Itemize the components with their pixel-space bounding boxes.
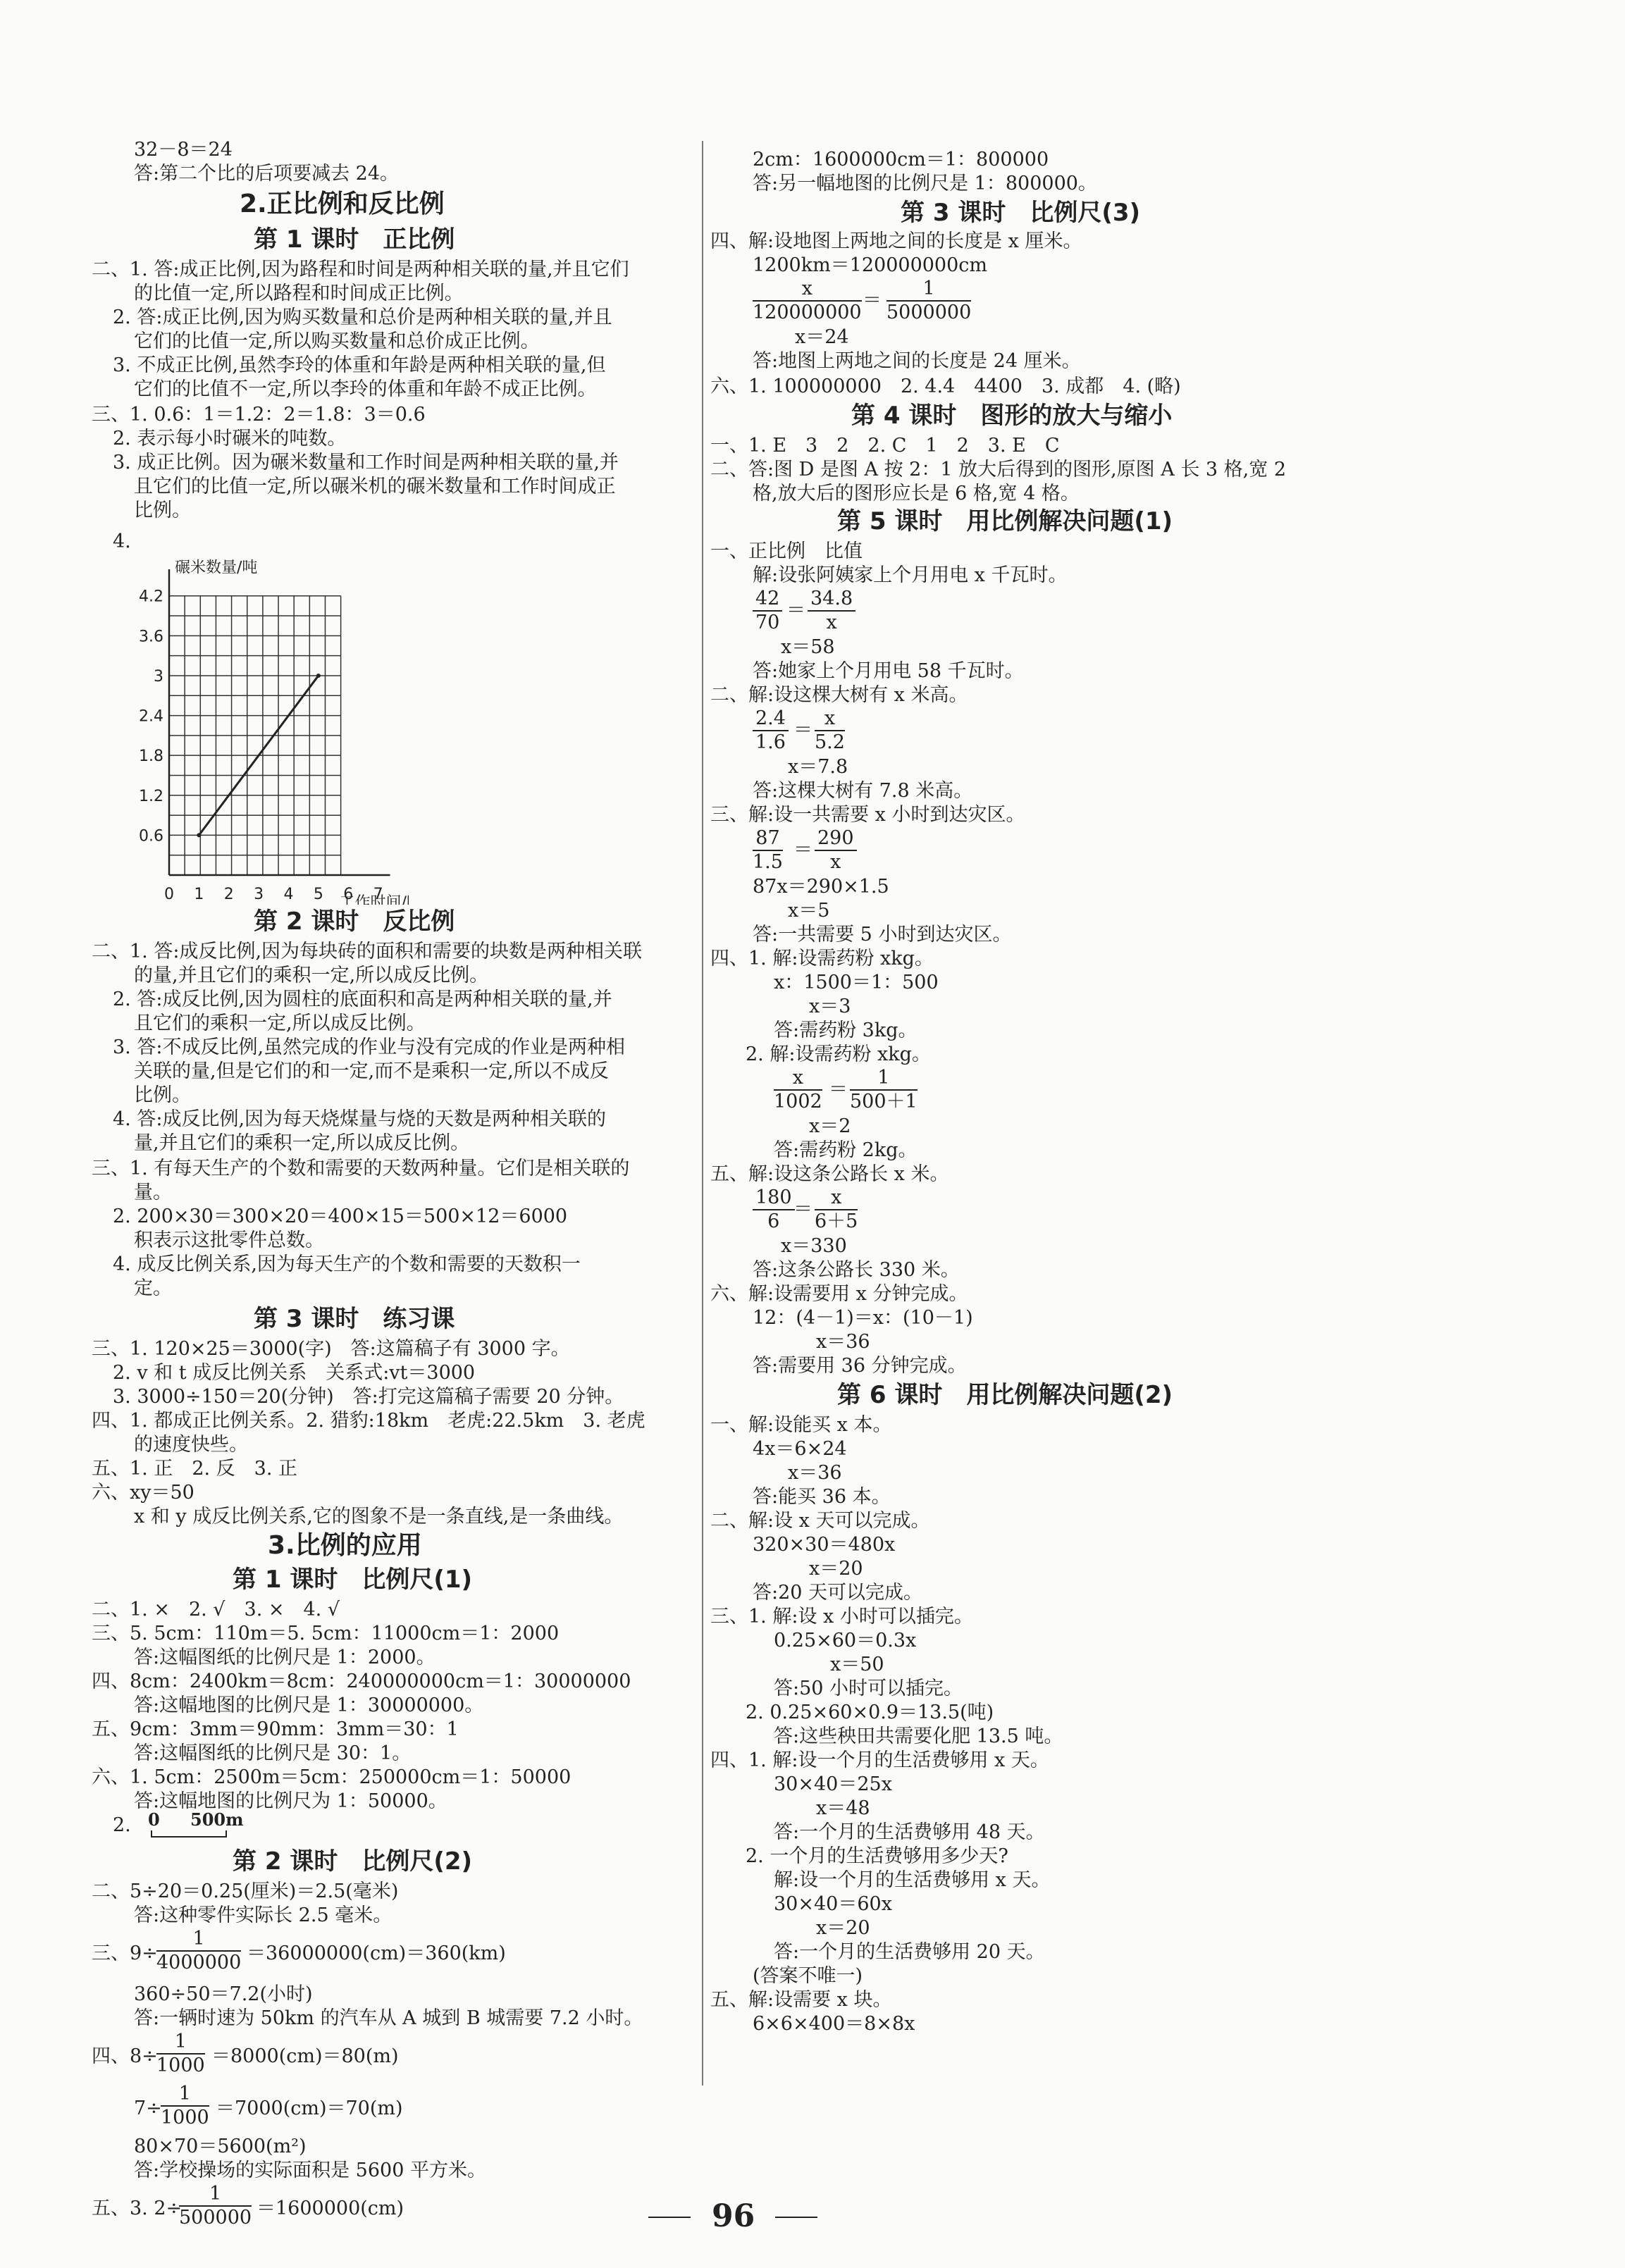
text-line: 三、1. 有每天生产的个数和需要的天数两种量。它们是相关联的 (92, 1158, 630, 1179)
column-divider (702, 141, 703, 2086)
page-number-dash-right (775, 2217, 817, 2218)
equals-sign: ＝ (793, 719, 812, 741)
y-axis-label: 碾米数量/吨 (175, 559, 258, 577)
section-heading: 3.比例的应用 (268, 1531, 422, 1560)
text-line: x 和 y 成反比例关系,它的图象不是一条直线,是一条曲线。 (134, 1506, 624, 1528)
text-line: 32－8＝24 (134, 139, 233, 161)
text-line: 六、1. 5cm：2500m＝5cm：250000cm＝1：50000 (92, 1766, 571, 1788)
text-line: 五、1. 正 2. 反 3. 正 (92, 1458, 298, 1480)
text-line: 六、1. 100000000 2. 4.4 4400 3. 成都 4. (略) (710, 376, 1181, 397)
text-line: 三、解:设一共需要 x 小时到达灾区。 (710, 804, 1025, 826)
text-line: 答:学校操场的实际面积是 5600 平方米。 (134, 2159, 486, 2181)
text-line: 答:这幅地图的比例尺是 1：30000000。 (134, 1694, 484, 1716)
fraction-denominator: x (830, 851, 841, 873)
fraction-numerator: x (753, 278, 862, 302)
fraction-denominator: 1000 (156, 2055, 205, 2076)
fraction-numerator: x (815, 1186, 858, 1210)
fraction-denominator: 500＋1 (850, 1091, 917, 1113)
text-line: 2. 答:成正比例,因为购买数量和总价是两种相关联的量,并且 (113, 306, 612, 328)
text-line: 6×6×400＝8×8x (753, 2013, 915, 2035)
text-line: 答:地图上两地之间的长度是 24 厘米。 (753, 350, 1081, 372)
text-line: 六、xy＝50 (92, 1482, 194, 1504)
lesson-heading: 第 3 课时 练习课 (254, 1305, 455, 1333)
x-tick-label: 4 (283, 886, 294, 903)
fraction-numerator: 34.8 (808, 588, 855, 612)
equals-sign: ＝ (793, 839, 812, 861)
lesson-heading: 第 2 课时 比例尺(2) (233, 1847, 473, 1876)
y-tick-label: 1.8 (139, 748, 163, 766)
scale-bar (148, 1809, 289, 1838)
text-line: 三、9÷ (92, 1942, 158, 1964)
text-line: 的比值一定,所以路程和时间成正比例。 (134, 283, 464, 304)
text-line: 4x＝6×24 (753, 1438, 847, 1460)
fraction-denominator: 1000 (161, 2107, 209, 2128)
fraction-denominator: 5.2 (815, 731, 845, 753)
y-tick-label: 1.2 (139, 787, 163, 805)
fraction (161, 2083, 209, 2129)
fraction-denominator: 500000 (179, 2207, 252, 2229)
text-line: 12：(4－1)＝x：(10－1) (753, 1307, 973, 1329)
y-tick-label: 3 (154, 667, 163, 686)
text-line: 87x＝290×1.5 (753, 876, 889, 898)
fraction-denominator: x (826, 612, 837, 633)
fraction (815, 707, 845, 754)
text-line: 答:一共需要 5 小时到达灾区。 (753, 924, 1012, 946)
x-tick-label: 3 (254, 886, 264, 903)
text-line: x＝5 (788, 900, 830, 922)
text-line: 360÷50＝7.2(小时) (134, 1983, 313, 2005)
text-line: 30×40＝25x (774, 1773, 892, 1795)
text-line: 二、答:图 D 是图 A 按 2：1 放大后得到的图形,原图 A 长 3 格,宽 2 (710, 459, 1287, 481)
data-point (316, 674, 321, 678)
text-line: 解:设张阿姨家上个月用电 x 千瓦时。 (753, 564, 1068, 586)
fraction-numerator: 1 (886, 278, 971, 302)
fraction (774, 1067, 822, 1113)
fraction (850, 1067, 917, 1113)
fraction-denominator: 5000000 (886, 302, 972, 323)
data-point (197, 833, 201, 837)
text-line: 二、1. × 2. √ 3. × 4. √ (92, 1599, 340, 1621)
text-line: 二、解:设这棵大树有 x 米高。 (710, 684, 968, 706)
text-line: 答:第二个比的后项要减去 24。 (134, 163, 400, 185)
text-line: 2. 答:成反比例,因为圆柱的底面积和高是两种相关联的量,并 (113, 989, 612, 1010)
fraction-numerator: x (774, 1067, 822, 1091)
text-line: x＝20 (816, 1917, 870, 1939)
fraction-numerator: 2.4 (753, 707, 789, 731)
text-line: 答:这棵大树有 7.8 米高。 (753, 780, 973, 802)
scale-length-label: 500m (190, 1809, 244, 1830)
text-line: 80×70＝5600(m²) (134, 2136, 307, 2157)
fraction (156, 1928, 241, 1974)
text-line: 四、8÷ (92, 2045, 158, 2067)
text-line: 三、1. 120×25＝3000(字) 答:这篇稿子有 3000 字。 (92, 1338, 570, 1360)
text-line: 答:这些秧田共需要化肥 13.5 吨。 (774, 1725, 1063, 1747)
text-line: x＝2 (809, 1115, 851, 1137)
equals-sign: ＝ (793, 1198, 812, 1220)
text-line: 答:能买 36 本。 (753, 1486, 891, 1508)
text-line: 三、5. 5cm：110m＝5. 5cm：11000cm＝1：2000 (92, 1623, 560, 1644)
text-line: 且它们的比值一定,所以碾米机的碾米数量和工作时间成正 (134, 476, 616, 497)
text-line: 比例。 (134, 1084, 191, 1106)
fraction (815, 827, 857, 874)
y-tick-label: 4.2 (139, 588, 163, 606)
lesson-heading: 第 1 课时 比例尺(1) (233, 1566, 473, 1594)
fraction (753, 588, 782, 634)
text-line: 答:这幅图纸的比例尺是 1：2000。 (134, 1647, 435, 1668)
section-heading: 2.正比例和反比例 (240, 190, 445, 218)
text-line: 定。 (134, 1277, 172, 1299)
text-line: 2. (113, 1814, 131, 1836)
text-line: ＝1600000(cm) (257, 2198, 404, 2219)
text-line: 答:这幅图纸的比例尺是 30：1。 (134, 1742, 412, 1764)
fraction-numerator: 42 (753, 588, 782, 612)
text-line: 7÷ (134, 2097, 162, 2119)
fraction-numerator: 1 (161, 2083, 209, 2107)
equals-sign: ＝ (829, 1079, 848, 1101)
text-line: x＝330 (781, 1235, 847, 1257)
fraction-denominator: 6＋5 (815, 1210, 858, 1232)
text-line: x＝20 (809, 1558, 863, 1580)
text-line: 五、解:设需要 x 块。 (710, 1989, 892, 2011)
fraction-denominator: 1.5 (753, 851, 783, 873)
equals-sign: ＝ (863, 290, 882, 311)
lesson-heading: 第 3 课时 比例尺(3) (901, 199, 1141, 227)
equals-sign: ＝ (786, 600, 805, 621)
text-line: 答:20 天可以完成。 (753, 1582, 923, 1604)
text-line: x＝3 (809, 996, 851, 1017)
text-line: 解:设一个月的生活费够用 x 天。 (774, 1869, 1051, 1891)
text-line: 的量,并且它们的乘积一定,所以成反比例。 (134, 965, 489, 986)
fraction (815, 1186, 858, 1233)
text-line: 答:这种零件实际长 2.5 毫米。 (134, 1904, 393, 1926)
text-line: 1200km＝120000000cm (753, 254, 988, 276)
text-line: 答:一辆时速为 50km 的汽车从 A 城到 B 城需要 7.2 小时。 (134, 2007, 643, 2029)
x-tick-label: 5 (313, 886, 323, 903)
fraction-denominator: 70 (755, 612, 780, 633)
text-line: 4. 成反比例关系,因为每天生产的个数和需要的天数积一 (113, 1253, 581, 1275)
text-line: 三、1. 0.6：1＝1.2：2＝1.8：3＝0.6 (92, 404, 426, 426)
fraction-numerator: 1 (156, 2031, 205, 2055)
text-line: 0.25×60＝0.3x (774, 1630, 917, 1652)
text-line: 3. 成正比例。因为碾米数量和工作时间是两种相关联的量,并 (113, 452, 619, 473)
text-line: 五、3. 2÷ (92, 2198, 183, 2219)
text-line: 量,并且它们的乘积一定,所以成反比例。 (134, 1132, 470, 1154)
text-line: 3. 不成正比例,虽然李玲的体重和年龄是两种相关联的量,但 (113, 354, 606, 376)
x-tick-label: 6 (343, 886, 354, 903)
y-tick-label: 2.4 (139, 707, 163, 726)
text-line: 2. 一个月的生活费够用多少天? (746, 1845, 1008, 1867)
line-chart (113, 524, 409, 905)
text-line: x＝50 (830, 1654, 884, 1675)
text-line: x＝7.8 (788, 756, 848, 778)
text-line: 四、1. 都成正比例关系。2. 猎豹:18km 老虎:22.5km 3. 老虎 (92, 1410, 645, 1432)
fraction (179, 2183, 252, 2229)
text-line: 一、正比例 比值 (710, 540, 863, 562)
text-line: 2. 0.25×60×0.9＝13.5(吨) (746, 1702, 994, 1723)
text-line: 量。 (134, 1182, 172, 1203)
text-line: 30×40＝60x (774, 1893, 892, 1915)
text-line: 五、9cm：3mm＝90mm：3mm＝30：1 (92, 1718, 459, 1740)
text-line: ＝36000000(cm)＝360(km) (247, 1942, 506, 1964)
fraction-numerator: x (815, 707, 845, 731)
text-line: 格,放大后的图形应长是 6 格,宽 4 格。 (753, 483, 1080, 504)
text-line: x＝48 (816, 1797, 870, 1819)
text-line: x＝24 (795, 326, 849, 348)
text-line: 320×30＝480x (753, 1534, 896, 1556)
text-line: 2. 200×30＝300×20＝400×15＝500×12＝6000 (113, 1206, 568, 1227)
text-line: (答案不唯一) (753, 1965, 863, 1987)
text-line: 答:这条公路长 330 米。 (753, 1259, 960, 1281)
chart-svg (113, 524, 409, 905)
x-tick-label: 7 (373, 886, 383, 903)
text-line: 2. 解:设需药粉 xkg。 (746, 1043, 931, 1065)
text-line: 答:需药粉 2kg。 (774, 1139, 917, 1161)
text-line: 二、解:设 x 天可以完成。 (710, 1510, 930, 1532)
text-line: 一、解:设能买 x 本。 (710, 1414, 892, 1436)
text-line: 比例。 (134, 500, 191, 521)
fraction (753, 707, 789, 754)
text-line: 答:她家上个月用电 58 千瓦时。 (753, 660, 1024, 682)
text-line: 关联的量,但是它们的和一定,而不是乘积一定,所以不成反 (134, 1060, 609, 1082)
text-line: 答:需药粉 3kg。 (774, 1020, 917, 1041)
fraction (886, 278, 971, 324)
page-number-dash-left (648, 2217, 691, 2218)
text-line: 积表示这批零件总数。 (134, 1229, 324, 1251)
text-line: 二、1. 答:成正比例,因为路程和时间是两种相关联的量,并且它们 (92, 259, 629, 280)
text-line: x＝36 (788, 1462, 842, 1484)
text-line: 2. v 和 t 成反比例关系 关系式:vt＝3000 (113, 1362, 476, 1384)
text-line: 二、1. 答:成反比例,因为每块砖的面积和需要的块数是两种相关联 (92, 941, 643, 962)
text-line: ＝7000(cm)＝70(m) (216, 2097, 403, 2119)
x-tick-label: 0 (164, 886, 174, 903)
fraction (156, 2031, 205, 2077)
lesson-heading: 第 1 课时 正比例 (254, 225, 455, 254)
x-tick-label: 2 (223, 886, 234, 903)
text-line: 它们的比值不一定,所以李玲的体重和年龄不成正比例。 (134, 378, 597, 400)
scale-bracket (151, 1830, 227, 1838)
text-line: 的速度快些。 (134, 1434, 248, 1456)
lesson-heading: 第 4 课时 图形的放大与缩小 (851, 402, 1173, 430)
y-tick-label: 0.6 (139, 827, 163, 845)
fraction-denominator: 4000000 (156, 1952, 242, 1973)
lesson-heading: 第 5 课时 用比例解决问题(1) (837, 507, 1173, 535)
fraction (753, 827, 783, 874)
text-line: 4. 答:成反比例,因为每天烧煤量与烧的天数是两种相关联的 (113, 1108, 607, 1130)
fraction-numerator: 180 (753, 1186, 795, 1210)
text-line: 答:需要用 36 分钟完成。 (753, 1355, 967, 1377)
text-line: x＝36 (816, 1331, 870, 1353)
fraction-numerator: 290 (815, 827, 857, 851)
text-line: 六、解:设需要用 x 分钟完成。 (710, 1283, 968, 1305)
text-line: 3. 答:不成反比例,虽然完成的作业与没有完成的作业是两种相 (113, 1036, 626, 1058)
fraction-numerator: 1 (850, 1067, 917, 1091)
text-line: 4. (113, 531, 131, 552)
fraction-denominator: 120000000 (753, 302, 862, 323)
text-line: 一、1. E 3 2 2. C 1 2 3. E C (710, 435, 1060, 457)
text-line: 答:一个月的生活费够用 20 天。 (774, 1941, 1045, 1963)
lesson-heading: 第 6 课时 用比例解决问题(2) (837, 1381, 1173, 1409)
text-line: 四、8cm：2400km＝8cm：240000000cm＝1：30000000 (92, 1671, 631, 1692)
fraction (753, 1186, 795, 1233)
fraction (808, 588, 855, 634)
text-line: 四、解:设地图上两地之间的长度是 x 厘米。 (710, 230, 1082, 252)
text-line: 四、1. 解:设一个月的生活费够用 x 天。 (710, 1749, 1049, 1771)
text-line: 3. 3000÷150＝20(分钟) 答:打完这篇稿子需要 20 分钟。 (113, 1386, 624, 1408)
text-line: 答:一个月的生活费够用 48 天。 (774, 1821, 1045, 1843)
fraction-denominator: 1.6 (755, 731, 786, 753)
text-line: 答:这幅地图的比例尺为 1：50000。 (134, 1790, 447, 1812)
text-line: ＝8000(cm)＝80(m) (211, 2045, 399, 2067)
x-tick-label: 1 (194, 886, 204, 903)
text-line: 二、5÷20＝0.25(厘米)＝2.5(毫米) (92, 1880, 399, 1902)
fraction-denominator: 6 (767, 1210, 780, 1232)
fraction-numerator: 87 (753, 827, 783, 851)
page-number: 96 (712, 2198, 755, 2234)
fraction-denominator: 1002 (774, 1091, 822, 1113)
text-line: x：1500＝1：500 (774, 972, 939, 993)
fraction (753, 278, 862, 324)
fraction-numerator: 1 (179, 2183, 252, 2207)
text-line: x＝58 (781, 636, 835, 658)
text-line: 且它们的乘积一定,所以成反比例。 (134, 1012, 426, 1034)
text-line: 三、1. 解:设 x 小时可以插完。 (710, 1606, 973, 1628)
fraction-numerator: 1 (156, 1928, 241, 1952)
text-line: 答:另一幅地图的比例尺是 1：800000。 (753, 173, 1097, 194)
lesson-heading: 第 2 课时 反比例 (254, 907, 455, 936)
text-line: 答:50 小时可以插完。 (774, 1678, 963, 1699)
x-axis-label: 工作时间/ (339, 894, 407, 905)
y-tick-label: 3.6 (139, 628, 163, 646)
text-line: 2cm：1600000cm＝1：800000 (753, 149, 1049, 171)
text-line: 四、1. 解:设需药粉 xkg。 (710, 948, 934, 969)
scale-zero-label: 0 (148, 1809, 160, 1830)
text-line: 2. 表示每小时碾米的吨数。 (113, 428, 347, 450)
text-line: 它们的比值一定,所以购买数量和总价成正比例。 (134, 330, 540, 352)
text-line: 五、解:设这条公路长 x 米。 (710, 1163, 949, 1185)
